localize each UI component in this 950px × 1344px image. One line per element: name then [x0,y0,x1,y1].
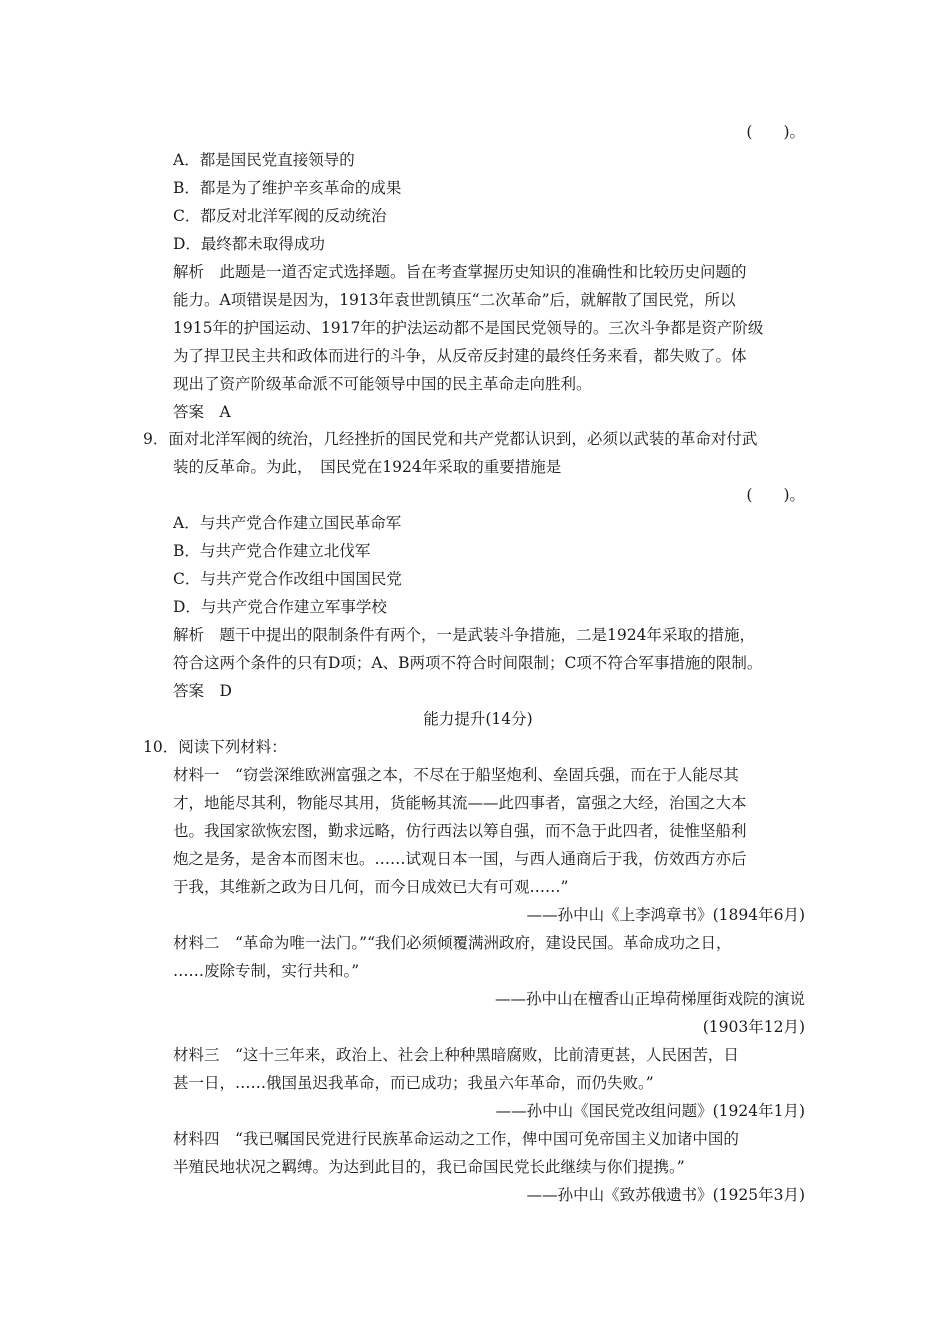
material1-line: 也。我国家欲恢宏图，勤求远略，仿行西法以筹自强，而不急于此四者，徒惟坚船利 [173,822,747,840]
q9-analysis-line: 解析 题干中提出的限制条件有两个，一是武装斗争措施，二是1924年采取的措施， [173,626,755,644]
q8-analysis-line: 为了捍卫民主共和政体而进行的斗争，从反帝反封建的最终任务来看，都失败了。体 [173,347,747,365]
q8-answer-bracket: ( )。 [746,123,805,141]
material1-source: ——孙中山《上李鸿章书》(1894年6月) [526,906,805,924]
q9-stem-line: 装的反革命。为此， 国民党在1924年采取的重要措施是 [173,458,562,476]
material2-source-date: (1903年12月) [702,1018,805,1036]
material2-line: 材料二 “革命为唯一法门。”“我们必须倾覆满洲政府，建设民国。革命成功之日， [173,934,732,952]
q8-analysis-line: 能力。A项错误是因为，1913年袁世凯镇压“二次革命”后，就解散了国民党，所以 [173,291,736,309]
q9-option-d: D．与共产党合作建立军事学校 [173,598,387,616]
q9-option-a: A．与共产党合作建立国民革命军 [173,514,402,532]
q9-analysis-line: 符合这两个条件的只有D项；A、B两项不符合时间限制；C项不符合军事措施的限制。 [173,654,763,672]
material3-line: 材料三 “这十三年来，政治上、社会上种种黑暗腐败，比前清更甚，人民困苦，日 [173,1046,739,1064]
q9-stem-line: 9．面对北洋军阀的统治，几经挫折的国民党和共产党都认识到，必须以武装的革命对付武 [143,430,758,448]
q9-answer: 答案 D [173,682,232,700]
q8-option-a: A．都是国民党直接领导的 [173,151,355,169]
q9-answer-bracket: ( )。 [746,486,805,504]
section-title: 能力提升(14分) [423,710,533,728]
q8-option-c: C．都反对北洋军阀的反动统治 [173,207,387,225]
q8-analysis-line: 1915年的护国运动、1917年的护法运动都不是国民党领导的。三次斗争都是资产阶级 [173,319,764,337]
material1-line: 才，地能尽其利，物能尽其用，货能畅其流——此四事者，富强之大经，治国之大本 [173,794,747,812]
material4-line: 材料四 “我已嘱国民党进行民族革命运动之工作，俾中国可免帝国主义加诸中国的 [173,1130,739,1148]
material4-line: 半殖民地状况之羁缚。为达到此目的，我已命国民党长此继续与你们提携。” [173,1158,685,1176]
q8-answer: 答案 A [173,403,231,421]
q10-stem: 10．阅读下列材料： [143,738,287,756]
material3-line: 甚一日，……俄国虽迟我革命，而已成功；我虽六年革命，而仍失败。” [173,1074,654,1092]
q8-analysis-line: 现出了资产阶级革命派不可能领导中国的民主革命走向胜利。 [173,375,592,393]
material1-line: 于我，其维新之政为日几何，而今日成效已大有可观……” [173,878,569,896]
q9-option-c: C．与共产党合作改组中国国民党 [173,570,402,588]
q8-option-d: D．最终都未取得成功 [173,235,325,253]
material1-line: 材料一 “窃尝深维欧洲富强之本，不尽在于船坚炮利、垒固兵强，而在于人能尽其 [173,766,739,784]
material2-source: ——孙中山在檀香山正埠荷梯厘街戏院的演说 [494,990,805,1008]
material2-line: ……废除专制，实行共和。” [173,962,360,980]
material4-source: ——孙中山《致苏俄遗书》(1925年3月) [526,1186,805,1204]
material1-line: 炮之是务，是舍本而图末也。……试观日本一国，与西人通商后于我，仿效西方亦后 [173,850,747,868]
q8-option-b: B．都是为了维护辛亥革命的成果 [173,179,402,197]
material3-source: ——孙中山《国民党改组问题》(1924年1月) [495,1102,805,1120]
q9-option-b: B．与共产党合作建立北伐军 [173,542,371,560]
q8-analysis-line: 解析 此题是一道否定式选择题。旨在考查掌握历史知识的准确性和比较历史问题的 [173,263,747,281]
